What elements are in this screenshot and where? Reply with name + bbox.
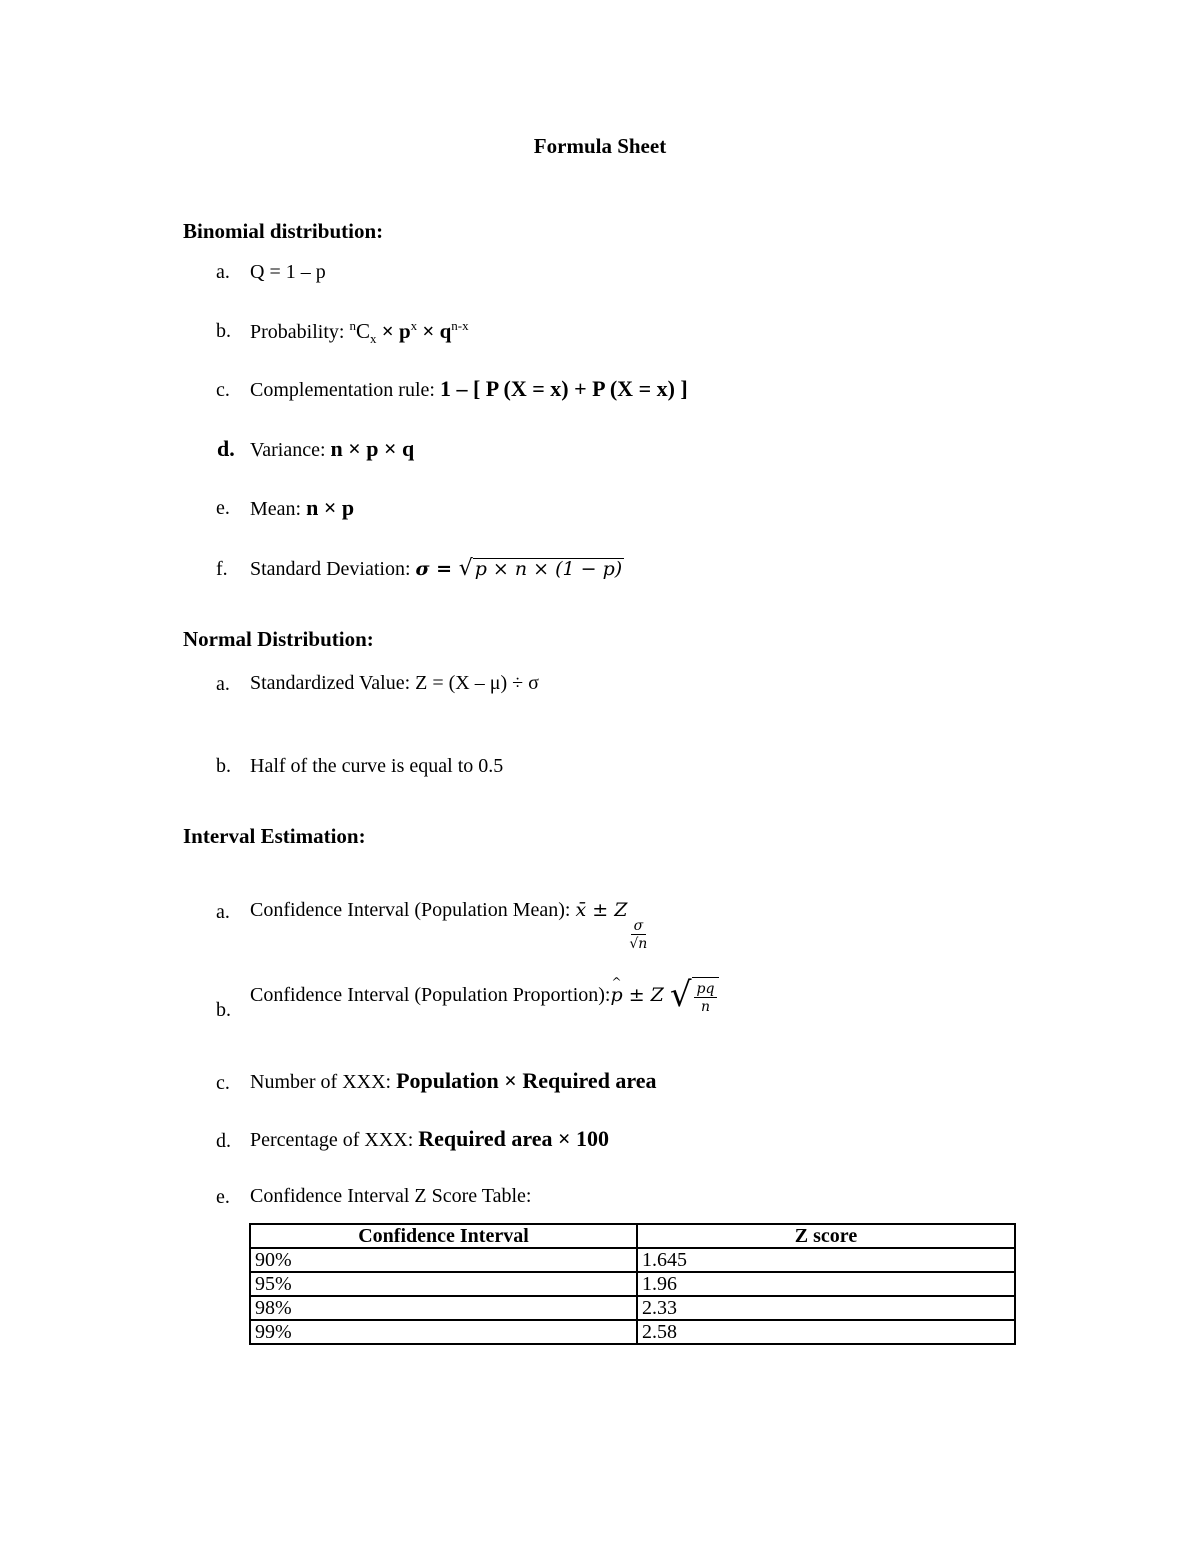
interval-item-number	[250, 1068, 657, 1094]
percentage-label: Percentage of XXX:	[250, 1129, 419, 1151]
binomial-item-q: Q = 1 – p	[250, 261, 326, 283]
list-marker: a.	[216, 261, 230, 283]
number-label: Number of XXX:	[250, 1071, 397, 1093]
binomial-item-sd	[250, 556, 624, 581]
list-marker: e.	[216, 497, 230, 519]
normal-item-half: Half of the curve is equal to 0.5	[250, 755, 504, 777]
list-marker: d.	[217, 436, 235, 461]
normal-item-z: Standardized Value: Z = (X – μ) ÷ σ	[250, 672, 539, 694]
table-row	[250, 1248, 1015, 1272]
z-symbol: Z	[614, 899, 628, 921]
times-symbol: ×	[417, 319, 440, 343]
list-marker: b.	[216, 755, 231, 777]
sigma-over-root-n	[629, 919, 647, 951]
table-cell: 90%	[250, 1248, 637, 1272]
table-cell: 95%	[250, 1272, 637, 1296]
sd-radicand: p × n × (1 − p)	[474, 558, 623, 580]
interval-item-mean-ci	[250, 899, 647, 951]
table-cell: 99%	[250, 1320, 637, 1344]
percentage-formula: Required area × 100	[418, 1126, 610, 1151]
variance-formula: n × p × q	[330, 436, 415, 461]
sd-lhs: σ =	[415, 558, 459, 580]
table-row	[250, 1272, 1015, 1296]
list-marker: c.	[216, 1072, 230, 1094]
normal-heading: Normal Distribution:	[183, 627, 374, 651]
z-symbol: Z	[650, 984, 664, 1006]
mean-label: Mean:	[250, 498, 307, 520]
list-marker: a.	[216, 901, 230, 923]
binomial-item-mean	[250, 495, 354, 521]
list-marker: b.	[216, 999, 231, 1021]
probability-label: Probability:	[250, 321, 350, 343]
sqrt-icon: √	[458, 556, 473, 581]
p-hat-symbol: p ^	[610, 984, 622, 1006]
table-cell: 1.96	[637, 1272, 1015, 1296]
list-marker: a.	[216, 673, 230, 695]
table-row	[250, 1296, 1015, 1320]
column-header: Confidence Interval	[250, 1224, 637, 1248]
table-cell: 98%	[250, 1296, 637, 1320]
table-cell: 2.58	[637, 1320, 1015, 1344]
plus-minus-symbol: ±	[622, 984, 651, 1006]
page-title: Formula Sheet	[533, 134, 667, 158]
binomial-item-variance	[250, 436, 414, 462]
nx-superscript: n-x	[451, 318, 469, 333]
binomial-item-probability	[250, 318, 469, 347]
p-symbol: p	[398, 319, 411, 343]
pq-over-n	[692, 977, 720, 1014]
interval-item-table-caption: Confidence Interval Z Score Table:	[250, 1185, 532, 1207]
interval-item-percentage	[250, 1126, 609, 1152]
q-symbol: q	[439, 319, 452, 343]
n-superscript: n	[349, 318, 356, 333]
number-formula: Population × Required area	[396, 1068, 657, 1093]
sqrt-icon: √	[669, 975, 692, 1015]
x-subscript: x	[369, 331, 377, 347]
table-row	[250, 1320, 1015, 1344]
mean-formula: n × p	[306, 495, 355, 520]
binomial-item-complement	[250, 376, 688, 402]
probability-formula	[349, 318, 469, 347]
pq-numerator: pq	[694, 982, 718, 998]
c-symbol: C	[355, 319, 370, 343]
plus-minus-symbol: ±	[586, 899, 615, 921]
interval-item-prop-ci	[250, 975, 719, 1015]
z-score-table	[249, 1223, 1016, 1345]
sd-label: Standard Deviation:	[250, 558, 416, 580]
list-marker: b.	[216, 320, 231, 342]
interval-heading: Interval Estimation:	[183, 824, 366, 848]
sigma-numerator: σ	[631, 919, 647, 935]
n-denominator: n	[700, 998, 711, 1015]
binomial-heading: Binomial distribution:	[183, 219, 384, 243]
xbar-symbol: x̄	[575, 899, 587, 921]
complement-label: Complementation rule:	[250, 379, 440, 401]
table-cell: 2.33	[637, 1296, 1015, 1320]
root-n-denominator: √n	[629, 936, 648, 952]
prop-ci-label: Confidence Interval (Population Proportion):	[250, 983, 611, 1006]
times-symbol: ×	[376, 319, 399, 343]
list-marker: f.	[216, 558, 228, 580]
column-header: Z score	[637, 1224, 1015, 1248]
mean-ci-label: Confidence Interval (Population Mean):	[250, 899, 576, 921]
table-header-row	[250, 1224, 1015, 1248]
x-superscript: x	[410, 318, 418, 333]
complement-formula: 1 – [ P (X = x) + P (X = x) ]	[439, 376, 688, 401]
list-marker: c.	[216, 379, 230, 401]
list-marker: e.	[216, 1186, 230, 1208]
variance-label: Variance:	[250, 439, 331, 461]
list-marker: d.	[216, 1130, 231, 1152]
table-cell: 1.645	[637, 1248, 1015, 1272]
